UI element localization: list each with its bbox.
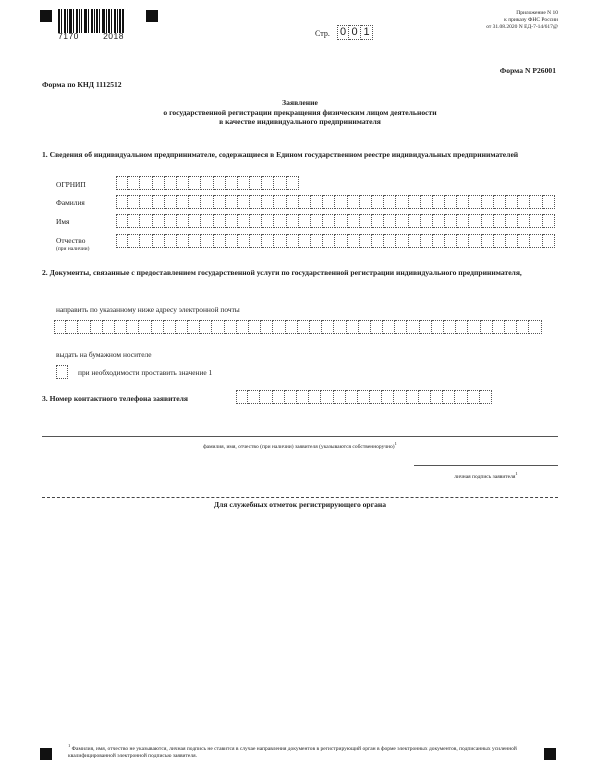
char-cell[interactable]	[128, 176, 140, 190]
char-cell[interactable]	[260, 390, 272, 404]
char-cell[interactable]	[152, 320, 164, 334]
char-cell[interactable]	[395, 320, 407, 334]
char-cell[interactable]	[311, 214, 323, 228]
char-cell[interactable]	[445, 234, 457, 248]
char-cell[interactable]	[346, 390, 358, 404]
char-cell[interactable]	[371, 320, 383, 334]
char-cell[interactable]	[140, 234, 152, 248]
char-cell[interactable]	[334, 390, 346, 404]
char-cell[interactable]	[261, 320, 273, 334]
char-cell[interactable]	[238, 234, 250, 248]
sign-caption	[414, 470, 558, 481]
char-cell[interactable]	[445, 214, 457, 228]
char-cell[interactable]	[299, 234, 311, 248]
char-cell[interactable]	[201, 195, 213, 209]
char-cell[interactable]	[311, 195, 323, 209]
char-cell[interactable]	[165, 195, 177, 209]
char-cell[interactable]	[384, 234, 396, 248]
char-cell[interactable]	[153, 234, 165, 248]
char-cell[interactable]	[543, 214, 555, 228]
char-cell[interactable]	[116, 234, 128, 248]
page-digit-1: 0	[337, 25, 349, 40]
char-cell[interactable]	[274, 176, 286, 190]
service-title: Для служебных отметок регистрирующего органа	[213, 500, 387, 509]
char-cell[interactable]	[237, 320, 249, 334]
char-cell[interactable]	[506, 195, 518, 209]
appendix-note	[418, 10, 558, 31]
char-cell[interactable]	[153, 195, 165, 209]
appendix-line-2: к приказу ФНС России	[504, 17, 558, 23]
char-cell[interactable]	[238, 214, 250, 228]
title-line-3: в качестве индивидуального предпринимателя	[219, 117, 381, 126]
ogrnip-label: ОГРНИП	[56, 180, 86, 189]
char-cell[interactable]	[321, 390, 333, 404]
char-cell[interactable]	[226, 176, 238, 190]
char-cell[interactable]	[335, 214, 347, 228]
char-cell[interactable]	[189, 195, 201, 209]
char-cell[interactable]	[409, 214, 421, 228]
page-digit-3: 1	[361, 25, 373, 40]
char-cell[interactable]	[250, 176, 262, 190]
char-cell[interactable]	[358, 390, 370, 404]
knd-code: Форма по КНД 1112512	[42, 80, 122, 89]
char-cell[interactable]	[543, 195, 555, 209]
char-cell[interactable]	[103, 320, 115, 334]
char-cell[interactable]	[444, 320, 456, 334]
char-cell[interactable]	[140, 195, 152, 209]
surname-field[interactable]	[116, 195, 555, 209]
paper-checkbox[interactable]	[56, 365, 68, 379]
char-cell[interactable]	[420, 320, 432, 334]
char-cell[interactable]	[433, 214, 445, 228]
barcode-number	[58, 31, 124, 41]
char-cell[interactable]	[177, 214, 189, 228]
barcode-number-right: 2018	[103, 31, 124, 41]
char-cell[interactable]	[297, 390, 309, 404]
char-cell[interactable]	[360, 195, 372, 209]
char-cell[interactable]	[505, 320, 517, 334]
char-cell[interactable]	[189, 214, 201, 228]
char-cell[interactable]	[238, 176, 250, 190]
title-line-1: Заявление	[282, 98, 318, 107]
char-cell[interactable]	[347, 320, 359, 334]
page-digit-2: 0	[349, 25, 361, 40]
char-cell[interactable]	[299, 195, 311, 209]
char-cell[interactable]	[287, 176, 299, 190]
char-cell[interactable]	[323, 214, 335, 228]
sign-caption-text: личная подпись заявителя	[454, 473, 516, 480]
section-1-title: 1. Сведения об индивидуальном предпринимателе, содержащиеся в Едином государственном реестре индивидуальных предпринимателей	[42, 150, 519, 159]
char-cell[interactable]	[334, 320, 346, 334]
char-cell[interactable]	[287, 214, 299, 228]
char-cell[interactable]	[236, 390, 248, 404]
char-cell[interactable]	[140, 214, 152, 228]
surname-label: Фамилия	[56, 198, 85, 207]
char-cell[interactable]	[286, 320, 298, 334]
char-cell[interactable]	[91, 320, 103, 334]
char-cell[interactable]	[225, 320, 237, 334]
service-divider	[42, 497, 558, 498]
char-cell[interactable]	[335, 234, 347, 248]
char-cell[interactable]	[140, 176, 152, 190]
name-label: Имя	[56, 217, 70, 226]
ogrnip-field[interactable]	[116, 176, 299, 190]
char-cell[interactable]	[396, 234, 408, 248]
char-cell[interactable]	[360, 234, 372, 248]
char-cell[interactable]	[407, 390, 419, 404]
name-field[interactable]	[116, 214, 555, 228]
char-cell[interactable]	[529, 320, 541, 334]
char-cell[interactable]	[201, 234, 213, 248]
char-cell[interactable]	[311, 234, 323, 248]
char-cell[interactable]	[396, 195, 408, 209]
char-cell[interactable]	[432, 320, 444, 334]
footnote	[68, 742, 538, 760]
char-cell[interactable]	[370, 390, 382, 404]
char-cell[interactable]	[214, 176, 226, 190]
section-3-title: 3. Номер контактного телефона заявителя	[42, 394, 188, 403]
char-cell[interactable]	[309, 390, 321, 404]
char-cell[interactable]	[128, 195, 140, 209]
char-cell[interactable]	[421, 195, 433, 209]
char-cell[interactable]	[457, 195, 469, 209]
sign-caption-sup: 1	[515, 471, 518, 476]
char-cell[interactable]	[360, 214, 372, 228]
paper-label: выдать на бумажном носителе	[56, 350, 152, 359]
char-cell[interactable]	[214, 214, 226, 228]
char-cell[interactable]	[323, 195, 335, 209]
section-2-title: 2. Документы, связанные с предоставлением государственной услуги по государственной регистрации индивидуального предпринимателя,	[42, 268, 522, 277]
char-cell[interactable]	[177, 176, 189, 190]
char-cell[interactable]	[517, 320, 529, 334]
name-caption-sup: 1	[394, 441, 397, 446]
char-cell[interactable]	[250, 214, 262, 228]
char-cell[interactable]	[250, 195, 262, 209]
char-cell[interactable]	[409, 234, 421, 248]
checkbox-label: при необходимости проставить значение 1	[78, 368, 213, 377]
char-cell[interactable]	[274, 195, 286, 209]
phone-field[interactable]	[236, 390, 492, 404]
name-caption	[42, 440, 558, 451]
char-cell[interactable]	[287, 195, 299, 209]
form-number: Форма N Р26001	[499, 66, 556, 75]
char-cell[interactable]	[54, 320, 66, 334]
char-cell[interactable]	[506, 234, 518, 248]
char-cell[interactable]	[431, 390, 443, 404]
char-cell[interactable]	[153, 176, 165, 190]
char-cell[interactable]	[116, 195, 128, 209]
char-cell[interactable]	[214, 195, 226, 209]
email-field[interactable]	[54, 320, 542, 334]
name-caption-text: фамилия, имя, отчество (при наличии) заявителя (указываются собственноручно)	[203, 443, 395, 450]
patronymic-label: Отчество	[56, 236, 86, 245]
char-cell[interactable]	[455, 390, 467, 404]
char-cell[interactable]	[115, 320, 127, 334]
char-cell[interactable]	[262, 195, 274, 209]
char-cell[interactable]	[382, 390, 394, 404]
char-cell[interactable]	[226, 195, 238, 209]
char-cell[interactable]	[177, 195, 189, 209]
char-cell[interactable]	[421, 214, 433, 228]
char-cell[interactable]	[189, 234, 201, 248]
char-cell[interactable]	[421, 234, 433, 248]
char-cell[interactable]	[188, 320, 200, 334]
char-cell[interactable]	[494, 234, 506, 248]
char-cell[interactable]	[394, 390, 406, 404]
char-cell[interactable]	[456, 320, 468, 334]
char-cell[interactable]	[530, 195, 542, 209]
char-cell[interactable]	[116, 176, 128, 190]
char-cell[interactable]	[469, 195, 481, 209]
char-cell[interactable]	[482, 214, 494, 228]
char-cell[interactable]	[273, 390, 285, 404]
char-cell[interactable]	[127, 320, 139, 334]
char-cell[interactable]	[359, 320, 371, 334]
char-cell[interactable]	[480, 390, 492, 404]
title-line-2: о государственной регистрации прекращения физическим лицом деятельности	[163, 107, 437, 117]
document-title	[40, 98, 560, 127]
char-cell[interactable]	[518, 234, 530, 248]
char-cell[interactable]	[274, 214, 286, 228]
char-cell[interactable]	[165, 234, 177, 248]
patronymic-field[interactable]	[116, 234, 555, 248]
char-cell[interactable]	[323, 234, 335, 248]
char-cell[interactable]	[409, 195, 421, 209]
char-cell[interactable]	[238, 195, 250, 209]
char-cell[interactable]	[66, 320, 78, 334]
footnote-text: Фамилия, имя, отчество не указываются, личная подпись не ставится в случае направления документов в регистрирующий орган в форме электронных документов, подписанных усиленной квалифицированной электронной подписью заявителя.	[68, 745, 517, 759]
char-cell[interactable]	[482, 195, 494, 209]
char-cell[interactable]	[506, 214, 518, 228]
char-cell[interactable]	[176, 320, 188, 334]
char-cell[interactable]	[164, 320, 176, 334]
char-cell[interactable]	[249, 320, 261, 334]
char-cell[interactable]	[248, 390, 260, 404]
char-cell[interactable]	[457, 234, 469, 248]
char-cell[interactable]	[372, 234, 384, 248]
appendix-line-3: от 31.08.2020 N ЕД-7-14/617@	[486, 24, 558, 30]
char-cell[interactable]	[201, 214, 213, 228]
char-cell[interactable]	[116, 214, 128, 228]
char-cell[interactable]	[262, 234, 274, 248]
char-cell[interactable]	[407, 320, 419, 334]
char-cell[interactable]	[384, 214, 396, 228]
char-cell[interactable]	[322, 320, 334, 334]
char-cell[interactable]	[481, 320, 493, 334]
page-label: Стр.	[315, 29, 330, 38]
char-cell[interactable]	[383, 320, 395, 334]
char-cell[interactable]	[445, 195, 457, 209]
char-cell[interactable]	[56, 365, 68, 379]
char-cell[interactable]	[177, 234, 189, 248]
footnote-sup: 1	[68, 743, 71, 748]
char-cell[interactable]	[78, 320, 90, 334]
char-cell[interactable]	[262, 214, 274, 228]
char-cell[interactable]	[201, 176, 213, 190]
char-cell[interactable]	[530, 234, 542, 248]
char-cell[interactable]	[165, 214, 177, 228]
char-cell[interactable]	[139, 320, 151, 334]
char-cell[interactable]	[518, 214, 530, 228]
char-cell[interactable]	[469, 214, 481, 228]
char-cell[interactable]	[189, 176, 201, 190]
char-cell[interactable]	[348, 234, 360, 248]
page-number-boxes	[337, 25, 373, 40]
char-cell[interactable]	[372, 195, 384, 209]
char-cell[interactable]	[443, 390, 455, 404]
name-signature-line	[42, 436, 558, 437]
char-cell[interactable]	[128, 234, 140, 248]
appendix-line-1: Приложение N 10	[516, 10, 558, 16]
char-cell[interactable]	[214, 234, 226, 248]
char-cell[interactable]	[200, 320, 212, 334]
char-cell[interactable]	[285, 390, 297, 404]
char-cell[interactable]	[212, 320, 224, 334]
corner-marker-bottom-right	[544, 748, 556, 760]
char-cell[interactable]	[226, 214, 238, 228]
char-cell[interactable]	[348, 214, 360, 228]
email-label: направить по указанному ниже адресу электронной почты	[56, 305, 240, 314]
char-cell[interactable]	[469, 234, 481, 248]
char-cell[interactable]	[274, 234, 286, 248]
corner-marker-bottom-left	[40, 748, 52, 760]
char-cell[interactable]	[396, 214, 408, 228]
char-cell[interactable]	[335, 195, 347, 209]
corner-marker-top-left	[40, 10, 52, 22]
char-cell[interactable]	[250, 234, 262, 248]
char-cell[interactable]	[433, 195, 445, 209]
char-cell[interactable]	[165, 176, 177, 190]
char-cell[interactable]	[310, 320, 322, 334]
char-cell[interactable]	[494, 195, 506, 209]
char-cell[interactable]	[468, 390, 480, 404]
char-cell[interactable]	[287, 234, 299, 248]
char-cell[interactable]	[457, 214, 469, 228]
patronymic-note: (при наличии)	[56, 246, 90, 252]
char-cell[interactable]	[348, 195, 360, 209]
corner-marker-top-mid	[146, 10, 158, 22]
char-cell[interactable]	[298, 320, 310, 334]
sign-line	[414, 465, 558, 466]
char-cell[interactable]	[299, 214, 311, 228]
char-cell[interactable]	[482, 234, 494, 248]
barcode-number-left: 7170	[58, 31, 79, 41]
char-cell[interactable]	[543, 234, 555, 248]
char-cell[interactable]	[493, 320, 505, 334]
char-cell[interactable]	[226, 234, 238, 248]
char-cell[interactable]	[468, 320, 480, 334]
char-cell[interactable]	[128, 214, 140, 228]
char-cell[interactable]	[273, 320, 285, 334]
char-cell[interactable]	[530, 214, 542, 228]
char-cell[interactable]	[153, 214, 165, 228]
char-cell[interactable]	[518, 195, 530, 209]
char-cell[interactable]	[262, 176, 274, 190]
char-cell[interactable]	[384, 195, 396, 209]
char-cell[interactable]	[372, 214, 384, 228]
char-cell[interactable]	[494, 214, 506, 228]
char-cell[interactable]	[419, 390, 431, 404]
char-cell[interactable]	[433, 234, 445, 248]
